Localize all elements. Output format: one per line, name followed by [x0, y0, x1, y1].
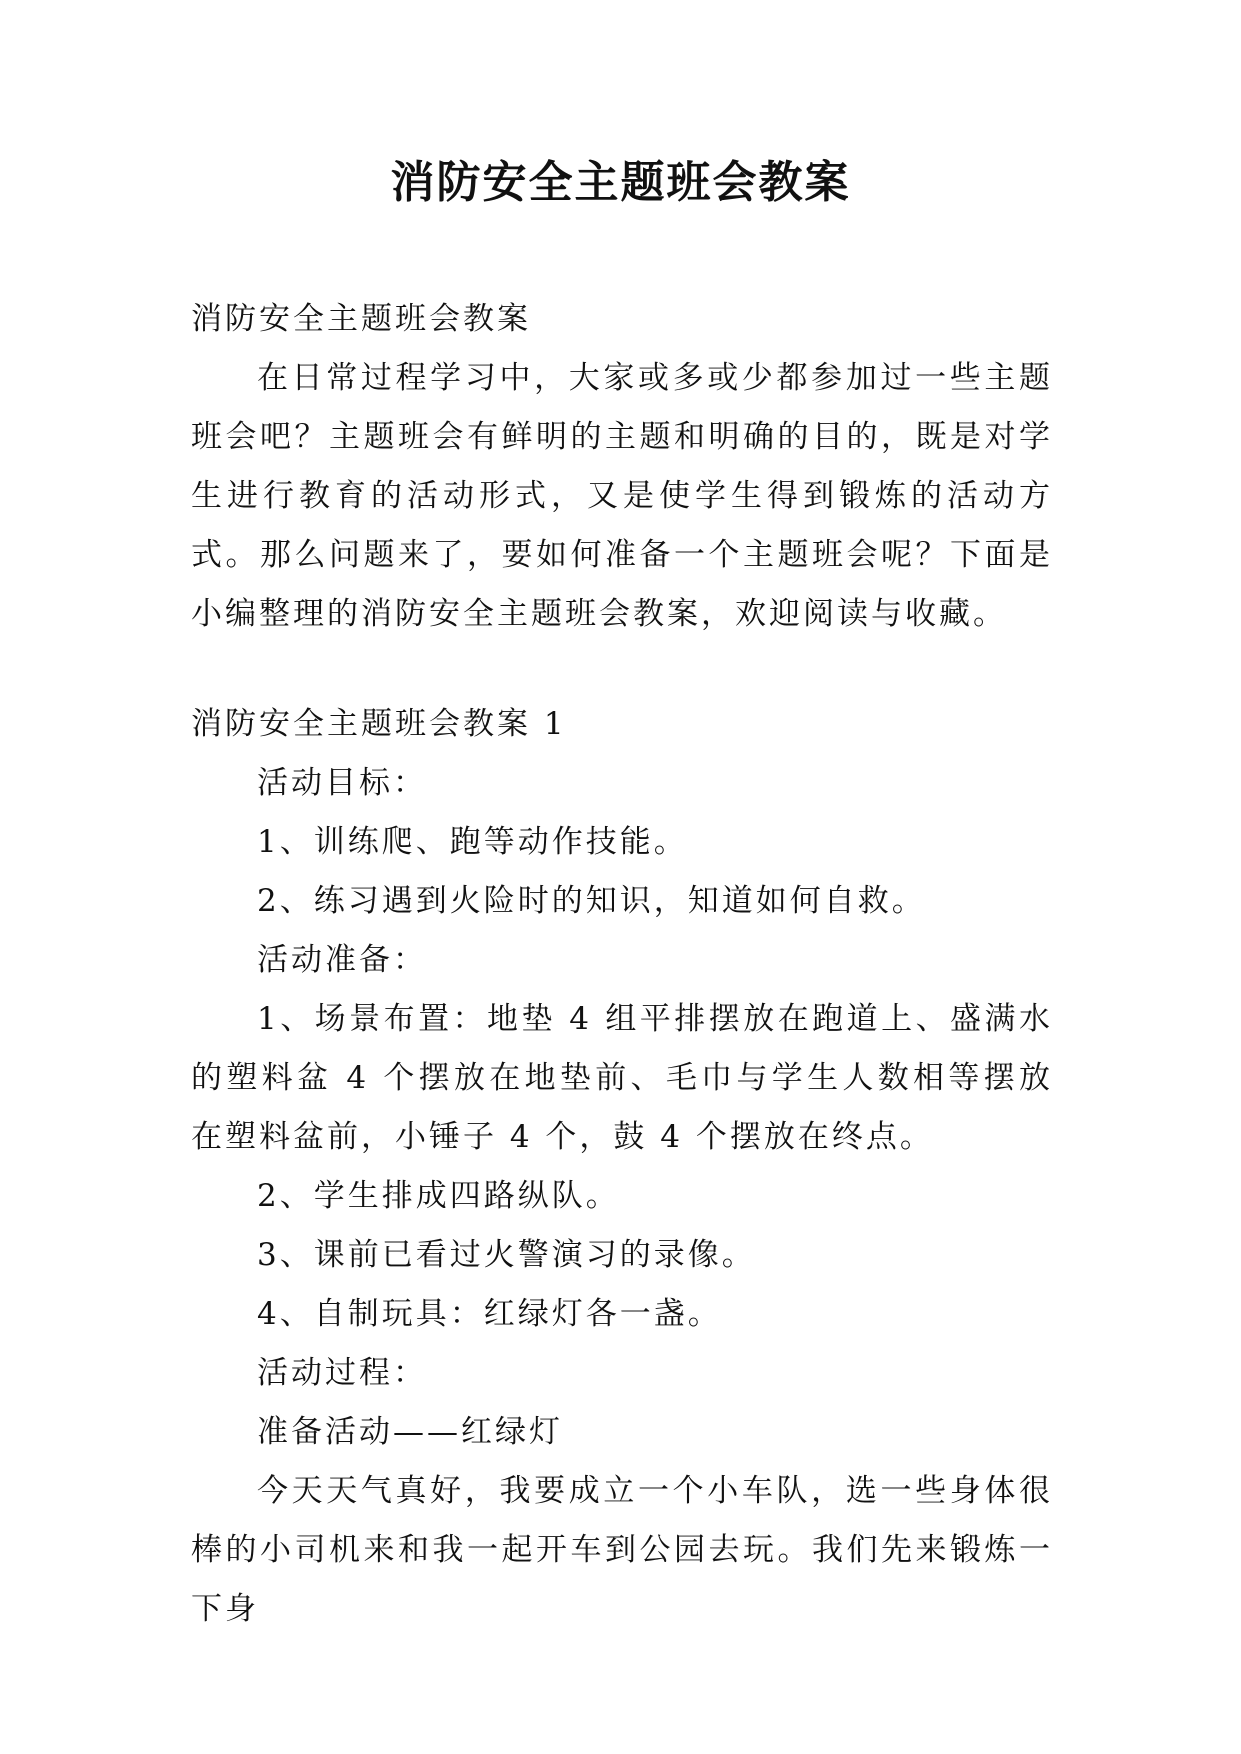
- section-heading: 消防安全主题班会教案 1: [191, 706, 567, 742]
- prep-item: 4、自制玩具：红绿灯各一盏。: [257, 1296, 722, 1332]
- goals-label: 活动目标：: [257, 765, 427, 801]
- warmup-title: 准备活动——红绿灯: [257, 1414, 563, 1450]
- prep-label: 活动准备：: [257, 942, 427, 978]
- intro-section: [191, 290, 1053, 644]
- process-label: 活动过程：: [257, 1355, 427, 1391]
- lesson-plan-section: [191, 695, 1053, 1639]
- goal-item: 2、练习遇到火险时的知识，知道如何自救。: [257, 883, 926, 919]
- prep-item: 2、学生排成四路纵队。: [257, 1178, 620, 1214]
- document-title: 消防安全主题班会教案: [390, 157, 851, 208]
- goal-item: 1、训练爬、跑等动作技能。: [257, 824, 688, 860]
- warmup-paragraph: 今天天气真好，我要成立一个小车队，选一些身体很棒的小司机来和我一起开车到公园去玩。我们先来锻炼一下身: [191, 1473, 1053, 1627]
- prep-item: 1、场景布置：地垫 4 组平排摆放在跑道上、盛满水的塑料盆 4 个摆放在地垫前、毛巾与学生人数相等摆放在塑料盆前，小锤子 4 个，鼓 4 个摆放在终点。: [191, 1001, 1053, 1155]
- prep-item: 3、课前已看过火警演习的录像。: [257, 1237, 756, 1273]
- intro-paragraph: 在日常过程学习中，大家或多或少都参加过一些主题班会吧？主题班会有鲜明的主题和明确的目的，既是对学生进行教育的活动形式，又是使学生得到锻炼的活动方式。那么问题来了，要如何准备一个主题班会呢？下面是小编整理的消防安全主题班会教案，欢迎阅读与收藏。: [191, 360, 1053, 632]
- intro-heading: 消防安全主题班会教案: [191, 301, 531, 337]
